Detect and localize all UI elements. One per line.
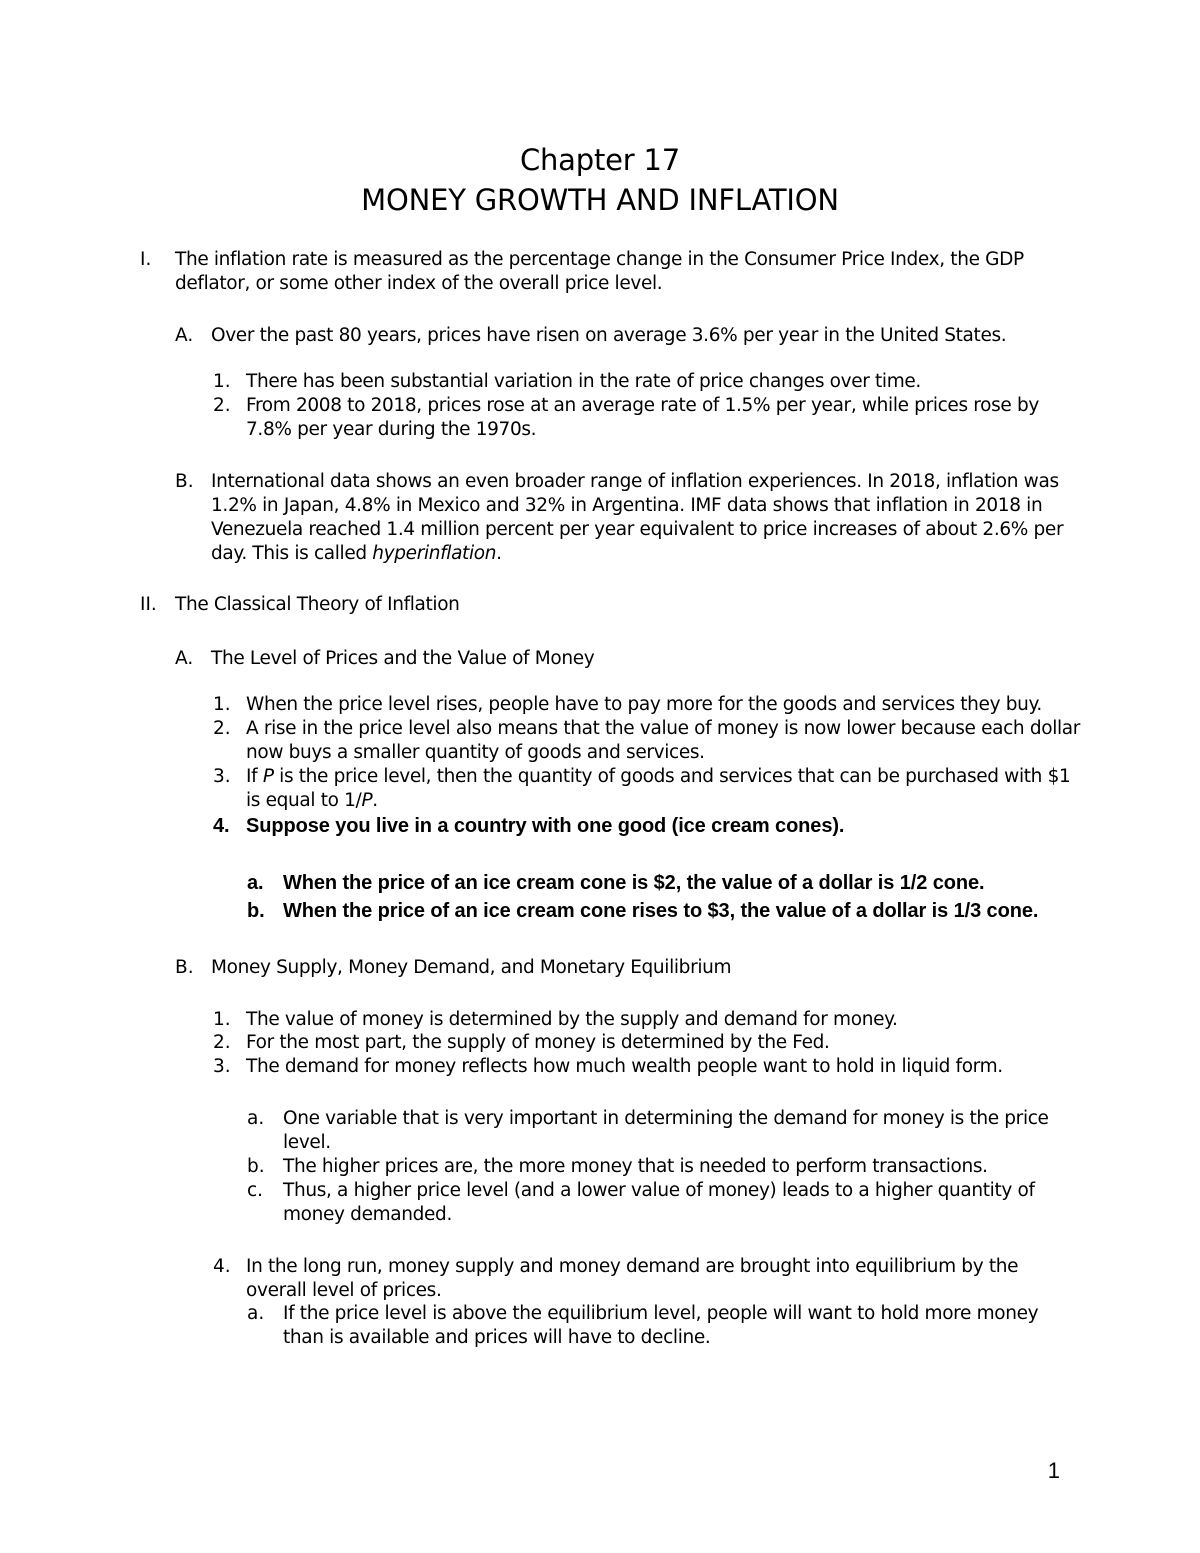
paragraph-line: 1.2% in Japan, 4.8% in Mexico and 32% in Argentina. IMF data shows that inflation in 2018 in — [211, 495, 1043, 516]
list-item-continued: overall level of prices. — [246, 1280, 442, 1301]
list-item: A rise in the price level also means that the value of money is now lower because each dollar — [246, 718, 1081, 739]
list-marker: 2. — [213, 1032, 231, 1053]
list-item: In the long run, money supply and money demand are brought into equilibrium by the — [246, 1256, 1019, 1277]
emphasis-term: P — [262, 766, 274, 787]
sublist-marker: a. — [247, 1108, 265, 1129]
sublist-marker: b. — [247, 900, 265, 922]
list-marker: 3. — [213, 1056, 231, 1077]
list-marker: 1. — [213, 371, 231, 392]
text-span: . — [496, 543, 502, 564]
text-span: day. This is called — [211, 543, 373, 564]
subsection-marker: A. — [175, 648, 194, 669]
subsection-marker: B. — [175, 471, 194, 492]
list-item: The demand for money reflects how much wealth people want to hold in liquid form. — [246, 1056, 1003, 1077]
list-item: There has been substantial variation in the rate of price changes over time. — [246, 371, 921, 392]
list-item-continued: 7.8% per year during the 1970s. — [246, 419, 537, 440]
sublist-item: Thus, a higher price level (and a lower value of money) leads to a higher quantity of — [283, 1180, 1035, 1201]
list-item: The value of money is determined by the supply and demand for money. — [246, 1009, 898, 1030]
list-item — [246, 765, 1070, 789]
section-marker: I. — [140, 249, 152, 270]
subsection-marker: B. — [175, 957, 194, 978]
text-span: is the price level, then the quantity of goods and services that can be purchased with $1 — [273, 766, 1071, 787]
sublist-item: If the price level is above the equilibrium level, people will want to hold more money — [283, 1303, 1039, 1324]
list-marker: 1. — [213, 1009, 231, 1030]
list-marker: 2. — [213, 718, 231, 739]
emphasis-term: P — [361, 790, 373, 811]
sublist-marker: b. — [247, 1156, 265, 1177]
paragraph-line: deflator, or some other index of the overall price level. — [175, 273, 663, 294]
list-marker: 2. — [213, 395, 231, 416]
list-item: From 2008 to 2018, prices rose at an average rate of 1.5% per year, while prices rose by — [246, 395, 1039, 416]
list-item: Suppose you live in a country with one good (ice cream cones). — [246, 815, 845, 837]
page-number: 1 — [1047, 1458, 1060, 1483]
list-marker: 4. — [213, 1256, 231, 1277]
list-marker: 4. — [213, 815, 230, 837]
paragraph-line: The inflation rate is measured as the percentage change in the Consumer Price Index, the GDP — [175, 249, 1024, 270]
chapter-title: MONEY GROWTH AND INFLATION — [361, 183, 839, 217]
subsection-heading: Money Supply, Money Demand, and Monetary Equilibrium — [211, 957, 732, 978]
text-span: If — [246, 766, 263, 787]
sublist-marker: c. — [247, 1180, 264, 1201]
list-item: When the price level rises, people have to pay more for the goods and services they buy. — [246, 694, 1042, 715]
sublist-item-continued: money demanded. — [283, 1204, 452, 1225]
sublist-item: The higher prices are, the more money that is needed to perform transactions. — [283, 1156, 988, 1177]
paragraph-line: International data shows an even broader range of inflation experiences. In 2018, inflation was — [211, 471, 1059, 492]
list-marker: 3. — [213, 766, 231, 787]
sublist-item: When the price of an ice cream cone rises to $3, the value of a dollar is 1/3 cone. — [283, 900, 1039, 922]
list-item: For the most part, the supply of money is determined by the Fed. — [246, 1032, 830, 1053]
subsection-marker: A. — [175, 325, 194, 346]
paragraph-line: Over the past 80 years, prices have risen on average 3.6% per year in the United States. — [211, 325, 1007, 346]
paragraph-line: Venezuela reached 1.4 million percent per year equivalent to price increases of about 2.6% per — [211, 519, 1064, 540]
subsection-heading: The Level of Prices and the Value of Money — [211, 648, 595, 669]
paragraph-line — [211, 542, 502, 566]
sublist-item-continued: level. — [283, 1132, 331, 1153]
list-marker: 1. — [213, 694, 231, 715]
list-item-continued: now buys a smaller quantity of goods and services. — [246, 742, 705, 763]
sublist-marker: a. — [247, 872, 264, 894]
chapter-heading: Chapter 17 — [519, 143, 681, 177]
sublist-marker: a. — [247, 1303, 265, 1324]
section-marker: II. — [140, 594, 157, 615]
sublist-item: When the price of an ice cream cone is $2, the value of a dollar is 1/2 cone. — [283, 872, 985, 894]
text-span: is equal to 1/ — [246, 790, 362, 811]
sublist-item: One variable that is very important in determining the demand for money is the price — [283, 1108, 1049, 1129]
text-span: . — [372, 790, 378, 811]
section-heading: The Classical Theory of Inflation — [175, 594, 460, 615]
list-item-continued — [246, 789, 378, 813]
sublist-item-continued: than is available and prices will have to decline. — [283, 1327, 711, 1348]
emphasis-term: hyperinflation — [372, 543, 497, 564]
